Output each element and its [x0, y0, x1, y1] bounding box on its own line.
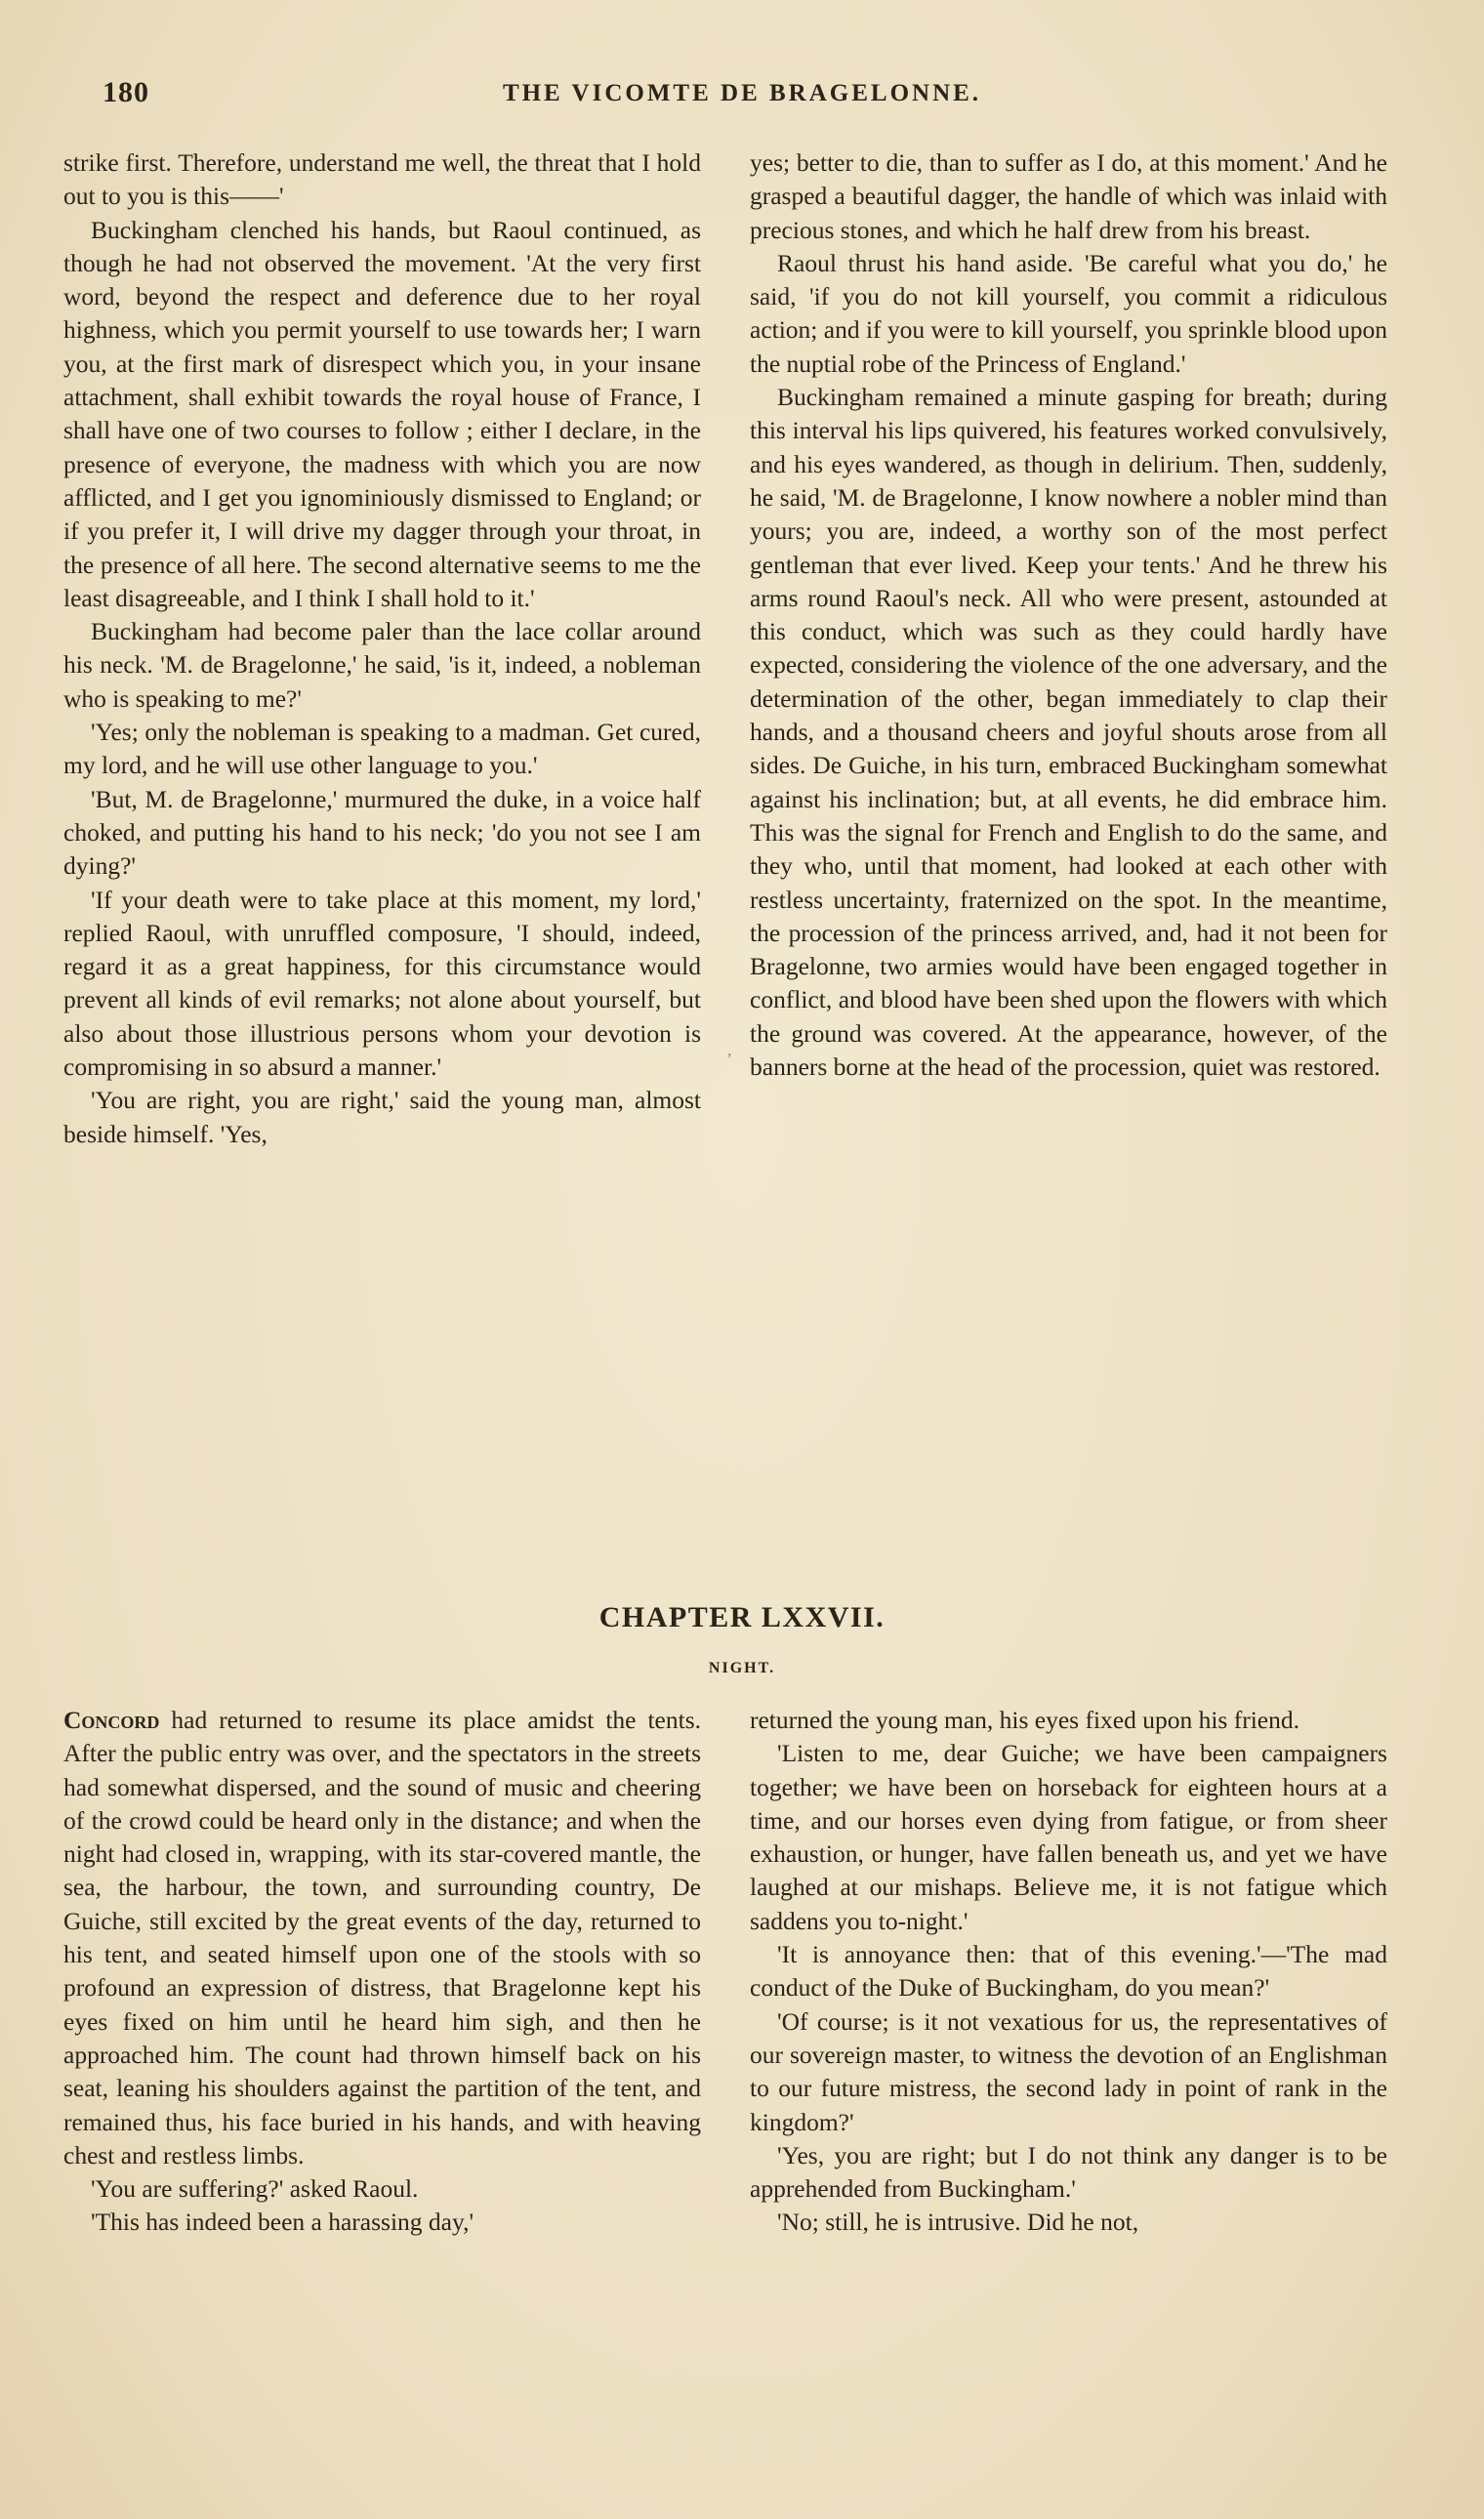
paragraph: 'Yes, you are right; but I do not think any danger is to be apprehended from Buckingham.': [750, 2140, 1387, 2204]
opening-paragraph: [63, 1704, 701, 2172]
chapter-subtitle: NIGHT.: [708, 1660, 776, 1676]
paragraph: Raoul thrust his hand aside. 'Be careful what you do,' he said, 'if you do not kill yourself, you commit a ridiculous action; and if you were to kill yourself, you sprinkle blood upon the nuptial robe of the Princess of England.': [750, 248, 1387, 378]
paragraph: 'Yes; only the nobleman is speaking to a madman. Get cured, my lord, and he will use other language to you.': [63, 718, 701, 780]
paragraph: Buckingham had become paler than the lace collar around his neck. 'M. de Bragelonne,' he said, 'is it, indeed, a nobleman who is speaking to me?': [63, 617, 701, 713]
drop-word: Concord: [63, 1706, 160, 1734]
running-head: [63, 68, 1421, 117]
bottom-left-column: [63, 1704, 701, 2240]
paragraph: yes; better to die, than to suffer as I do, at this moment.' And he grasped a beautiful dagger, the handle of which was inlaid with precious stones, and which he half drew from his breast.: [750, 148, 1387, 244]
paragraph: 'Of course; is it not vexatious for us, the representatives of our sovereign master, to witness the devotion of an Englishman to our future mistress, the second lady in point of rank in the kingdom?': [750, 2006, 1387, 2136]
paragraph: 'This has indeed been a harassing day,': [91, 2208, 474, 2237]
paragraph: Buckingham remained a minute gasping for breath; during this interval his lips quivered, his features worked convulsively, and his eyes wandered, as though in delirium. Then, suddenly, he said, 'M. de Bragelonne, I know nowhere a nobler mind than yours; you are, indeed, a worthy son of the most perfect gentleman that ever lived. Keep your tents.' And he threw his arms round Raoul's neck. All who were present, astounded at this conduct, which was such as they could hardly have expected, considering the violence of the one adversary, and the determination of the other, began immediately to clap their hands, and a thousand cheers and joyful shouts arose from all sides. De Guiche, in his turn, embraced Buckingham somewhat against his inclination; but, at all events, he did embrace him. This was the signal for French and English to do the same, and they who, until that moment, had looked at each other with restless uncertainty, fraternized on the spot. In the meantime, the procession of the princess arrived, and, had it not been for Bragelonne, two armies would have been engaged together in conflict, and blood have been shed upon the flowers with which the ground was covered. At the appearance, however, of the banners borne at the head of the procession, quiet was restored.: [750, 383, 1387, 1082]
gutter-mark: ,: [727, 1040, 732, 1059]
paragraph: Buckingham clenched his hands, but Raoul continued, as though he had not observed the movement. 'At the very first word, beyond the respect and deference due to her royal highness, which you permit yourself to use towards her; I warn you, at the first mark of disrespect which you, in your insane attachment, shall exhibit towards the royal house of France, I shall have one of two courses to follow ; either I declare, in the presence of everyone, the madness with which you are now afflicted, and I get you ignominiously dismissed to England; or if you prefer it, I will drive my dagger through your throat, in the presence of all here. The second alternative seems to me the least disagreeable, and I think I shall hold to it.': [63, 215, 701, 612]
paragraph: 'If your death were to take place at this moment, my lord,' replied Raoul, with unruffled composure, 'I should, indeed, regard it as a great happiness, for this circumstance would prevent all kinds of evil remarks; not alone about yourself, but also about those illustrious persons whom your devotion is compromising in so absurd a manner.': [63, 885, 701, 1082]
page-number: 180: [103, 76, 149, 108]
top-left-column: [63, 146, 701, 1151]
paragraph: 'You are suffering?' asked Raoul.: [91, 2174, 419, 2204]
bottom-right-column: [750, 1704, 1387, 2240]
paragraph: returned the young man, his eyes fixed upon his friend.: [750, 1706, 1299, 1734]
paragraph: 'You are right, you are right,' said the young man, almost beside himself. 'Yes,: [63, 1086, 701, 1148]
paragraph: 'It is annoyance then: that of this evening.'—'The mad conduct of the Duke of Buckingham, do you mean?': [750, 1940, 1387, 2003]
chapter-title: CHAPTER LXXVII.: [598, 1601, 886, 1633]
opening-text: had returned to resume its place amidst the tents. After the public entry was over, and the spectators in the streets had somewhat dispersed, and the sound of music and cheering of the crowd could be heard only in the distance; and when the night had closed in, wrapping, with its star-covered mantle, the sea, the harbour, the town, and surrounding country, De Guiche, still excited by the great events of the day, returned to his tent, and seated himself upon one of the stools with so profound an expression of distress, that Bragelonne kept his eyes fixed on him until he heard him sigh, and then he approached him. The count had thrown himself back on his seat, leaning his shoulders against the partition of the tent, and remained thus, his face buried in his hands, and with heaving chest and restless limbs.: [63, 1706, 701, 2169]
book-title: THE VICOMTE DE BRAGELONNE.: [502, 80, 982, 106]
paragraph: 'No; still, he is intrusive. Did he not,: [777, 2208, 1139, 2237]
paragraph: 'Listen to me, dear Guiche; we have been campaigners together; we have been on horseback for eighteen hours at a time, and our horses even dying from fatigue, or from sheer exhaustion, or hunger, have fallen beneath us, and yet we have laughed at our mishaps. Believe me, it is not fatigue which saddens you to-night.': [750, 1739, 1387, 1935]
paragraph: strike first. Therefore, understand me well, the threat that I hold out to you is this——': [63, 148, 701, 211]
paragraph: 'But, M. de Bragelonne,' murmured the duke, in a voice half choked, and putting his hand to his neck; 'do you not see I am dying?': [63, 784, 701, 881]
top-right-column: [750, 146, 1387, 1084]
